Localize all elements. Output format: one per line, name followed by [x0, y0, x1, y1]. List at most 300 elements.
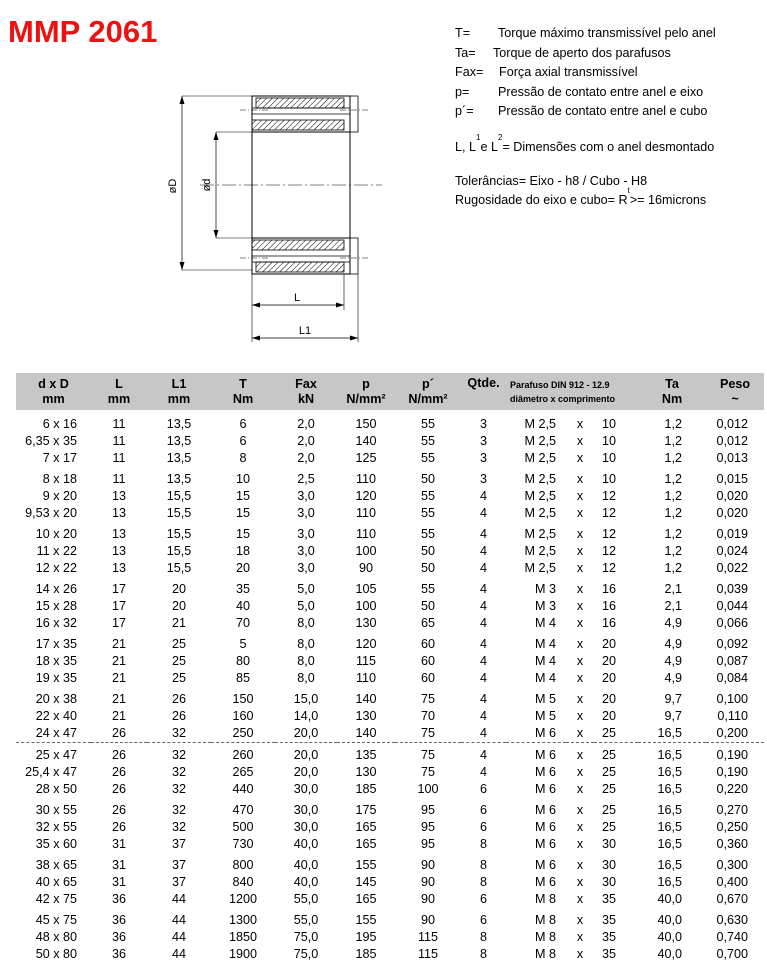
cell-p2: 60 — [420, 654, 435, 668]
cell-L1: 25 — [171, 654, 186, 668]
col-qtde: Qtde. — [467, 376, 500, 390]
cell-Fax: 75,0 — [293, 930, 319, 944]
cell-screw: M 5 — [535, 709, 556, 723]
legend-dims-sub1: 1 — [476, 132, 481, 142]
cell-p2: 75 — [420, 765, 435, 779]
cell-peso: 0,300 — [716, 858, 748, 872]
cell-L: 13 — [111, 489, 126, 503]
cell-x: x — [576, 434, 584, 448]
cell-L1: 21 — [171, 616, 186, 630]
cell-p: 195 — [355, 930, 377, 944]
cell-qtde: 4 — [479, 527, 487, 541]
cell-dxd: 15 x 28 — [35, 599, 77, 613]
cell-p2: 95 — [420, 803, 435, 817]
cell-L: 17 — [111, 616, 126, 630]
cell-T: 15 — [235, 489, 250, 503]
legend-roughness-post: >= 16microns — [629, 193, 707, 208]
table-row — [16, 836, 764, 853]
cell-L: 11 — [112, 472, 126, 486]
cell-T: 265 — [232, 765, 254, 779]
cell-p2: 55 — [420, 451, 435, 465]
cell-screw: M 6 — [535, 837, 556, 851]
cell-screw: M 8 — [535, 892, 556, 906]
cell-Fax: 20,0 — [293, 765, 319, 779]
cell-dxd: 50 x 80 — [35, 947, 77, 961]
legend-key: p= — [455, 84, 470, 99]
col-p2: p´ N/mm² — [408, 376, 448, 406]
legend-tolerances — [455, 172, 760, 192]
cell-peso: 0,066 — [716, 616, 748, 630]
cell-Ta: 4,9 — [664, 671, 682, 685]
cell-Ta: 16,5 — [657, 782, 682, 796]
legend-text: Pressão de contato entre anel e cubo — [498, 104, 708, 119]
cell-Fax: 30,0 — [293, 803, 319, 817]
cell-p2: 65 — [420, 616, 435, 630]
cell-x: x — [576, 489, 584, 503]
table-row — [16, 450, 764, 467]
cell-qtde: 4 — [479, 765, 487, 779]
cell-L1: 15,5 — [166, 506, 192, 520]
cell-dxd: 35 x 60 — [35, 837, 77, 851]
cell-dxd: 25,4 x 47 — [25, 765, 77, 779]
cell-p: 150 — [355, 417, 377, 431]
cell-len: 10 — [602, 472, 617, 486]
cell-T: 1850 — [228, 930, 258, 944]
cell-p2: 50 — [420, 544, 435, 558]
cell-dxd: 12 x 22 — [35, 561, 77, 575]
cell-Fax: 40,0 — [293, 875, 319, 889]
col-L: L mm — [107, 376, 131, 406]
cell-Ta: 16,5 — [657, 748, 682, 762]
cell-Ta: 4,9 — [664, 616, 682, 630]
table-row — [16, 819, 764, 836]
cell-dxd: 8 x 18 — [42, 472, 77, 486]
cell-x: x — [566, 725, 594, 743]
cell-Fax: 15,0 — [293, 692, 319, 706]
cell-len: 12 — [602, 527, 617, 541]
cell-Fax: 40,0 — [293, 858, 319, 872]
cell-T: 18 — [235, 544, 250, 558]
cell-peso: 0,019 — [716, 527, 748, 541]
cell-p: 140 — [355, 692, 377, 706]
cell-qtde: 4 — [479, 599, 487, 613]
cell-Ta: 1,2 — [664, 561, 682, 575]
cell-T: 10 — [235, 472, 250, 486]
cell-p2: 95 — [420, 837, 435, 851]
cell-Ta: 1,2 — [664, 434, 682, 448]
cell-p: 100 — [355, 599, 377, 613]
table-header — [16, 373, 764, 410]
table-row — [16, 632, 764, 653]
cell-Fax: 3,0 — [297, 489, 315, 503]
cell-Ta: 16,5 — [657, 820, 682, 834]
cell-screw: M 6 — [535, 765, 556, 779]
cell-L: 21 — [111, 654, 126, 668]
cell-dxd: 10 x 20 — [35, 527, 77, 541]
legend-row-Fax — [455, 63, 760, 83]
cell-qtde: 4 — [479, 654, 487, 668]
cell-peso: 0,250 — [716, 820, 748, 834]
cell-T: 35 — [235, 582, 250, 596]
cell-p2: 55 — [420, 417, 435, 431]
cell-L: 26 — [91, 725, 147, 743]
cell-p2: 55 — [420, 527, 435, 541]
cell-screw: M 4 — [535, 616, 556, 630]
cell-len: 25 — [602, 803, 617, 817]
cell-len: 35 — [602, 930, 617, 944]
cell-dxd: 11 x 22 — [36, 544, 77, 558]
cell-qtde: 6 — [479, 913, 487, 927]
cell-peso: 0,013 — [716, 451, 748, 465]
table-row — [16, 522, 764, 543]
table-row — [16, 687, 764, 708]
cell-Fax: 2,0 — [297, 451, 315, 465]
cell-L: 31 — [111, 858, 126, 872]
cell-screw: M 2,5 — [524, 544, 556, 558]
cell-L1: 13,5 — [166, 472, 192, 486]
cell-Fax: 2,0 — [297, 417, 315, 431]
cell-len: 10 — [602, 417, 617, 431]
cell-qtde: 6 — [479, 820, 487, 834]
cell-Fax: 8,0 — [297, 654, 315, 668]
cell-dxd: 14 x 26 — [35, 582, 77, 596]
cell-p2: 75 — [420, 692, 435, 706]
cell-L: 17 — [111, 599, 126, 613]
cell-L1: 13,5 — [166, 417, 192, 431]
cell-T: 730 — [232, 837, 254, 851]
cell-p: 110 — [355, 671, 377, 685]
cell-T: 800 — [232, 858, 254, 872]
cell-L: 36 — [111, 892, 126, 906]
cell-p: 90 — [358, 561, 373, 575]
cell-len: 30 — [602, 837, 617, 851]
cell-dxd: 16 x 32 — [35, 616, 77, 630]
cell-p: 130 — [355, 765, 377, 779]
cell-peso: 0,190 — [716, 748, 748, 762]
cell-dxd: 6 x 16 — [42, 417, 77, 431]
cell-x: x — [576, 544, 584, 558]
cell-p: 155 — [355, 913, 377, 927]
cell-screw: M 2,5 — [524, 527, 556, 541]
cell-p2: 50 — [420, 599, 435, 613]
cell-Fax: 3,0 — [297, 506, 315, 520]
cell-x: x — [576, 561, 584, 575]
cell-p: 105 — [355, 582, 377, 596]
cell-dxd: 32 x 55 — [35, 820, 77, 834]
cell-len: 20 — [602, 709, 617, 723]
cell-dxd: 22 x 40 — [35, 709, 77, 723]
cell-screw: M 4 — [535, 637, 556, 651]
cell-Ta: 1,2 — [664, 417, 682, 431]
cell-T: 6 — [239, 417, 247, 431]
cell-qtde: 4 — [479, 692, 487, 706]
cell-screw: M 2,5 — [524, 472, 556, 486]
cell-peso: 0,200 — [706, 725, 764, 743]
cell-screw: M 2,5 — [524, 417, 556, 431]
cell-x: x — [576, 527, 584, 541]
cell-p2: 55 — [420, 489, 435, 503]
cell-T: 85 — [235, 671, 250, 685]
legend-dims-mid: e L — [480, 139, 498, 154]
cell-L1: 15,5 — [166, 527, 192, 541]
table-row — [16, 874, 764, 891]
cell-p: 185 — [355, 947, 377, 961]
cell-len: 25 — [602, 748, 617, 762]
cell-qtde: 4 — [479, 709, 487, 723]
legend-roughness-sub: t — [627, 186, 630, 196]
cell-len: 20 — [602, 671, 617, 685]
cell-peso: 0,022 — [716, 561, 748, 575]
cell-p: 140 — [355, 434, 377, 448]
table-row — [16, 853, 764, 874]
cell-Fax: 8,0 — [297, 616, 315, 630]
cell-L1: 44 — [171, 892, 186, 906]
cell-dxd: 6,35 x 35 — [25, 434, 77, 448]
cell-p2: 115 — [417, 930, 439, 944]
cell-x: x — [576, 820, 584, 834]
cell-L: 36 — [111, 913, 126, 927]
cell-L: 21 — [111, 709, 126, 723]
cell-x: x — [576, 930, 584, 944]
cell-Ta: 16,5 — [657, 803, 682, 817]
cell-L1: 25 — [171, 671, 186, 685]
cell-L1: 32 — [171, 765, 186, 779]
cell-x: x — [576, 837, 584, 851]
cell-L1: 32 — [171, 820, 186, 834]
cell-T: 840 — [232, 875, 254, 889]
cell-Ta: 1,2 — [664, 527, 682, 541]
cell-dxd: 18 x 35 — [35, 654, 77, 668]
cell-p: 120 — [355, 489, 377, 503]
cell-qtde: 4 — [479, 582, 487, 596]
cell-qtde: 8 — [479, 837, 487, 851]
cell-qtde: 4 — [479, 748, 487, 762]
cell-dxd: 45 x 75 — [35, 913, 77, 927]
cell-x: x — [576, 765, 584, 779]
legend-roughness — [455, 186, 760, 211]
table-row — [16, 560, 764, 577]
length-L-label: L — [293, 292, 301, 304]
cell-T: 1200 — [228, 892, 258, 906]
cell-qtde: 8 — [479, 947, 487, 961]
cell-L1: 37 — [171, 837, 186, 851]
cell-qtde: 3 — [479, 472, 487, 486]
cell-Fax: 75,0 — [293, 947, 319, 961]
cell-len: 25 — [602, 820, 617, 834]
legend-dims-pre: L, L — [455, 139, 477, 154]
cell-len: 12 — [602, 544, 617, 558]
cell-dxd: 30 x 55 — [35, 803, 77, 817]
cell-len: 10 — [602, 434, 617, 448]
cell-Ta: 1,2 — [664, 506, 682, 520]
cell-screw: M 3 — [535, 599, 556, 613]
cell-Ta: 1,2 — [664, 472, 682, 486]
cell-p: 110 — [355, 506, 377, 520]
cell-screw: M 4 — [535, 671, 556, 685]
cell-T: 40 — [235, 599, 250, 613]
cell-p2: 90 — [420, 858, 435, 872]
cell-len: 12 — [602, 489, 617, 503]
cell-p2: 70 — [420, 709, 435, 723]
cell-p2: 115 — [417, 947, 439, 961]
cell-p: 155 — [355, 858, 377, 872]
cell-L: 36 — [111, 930, 126, 944]
cell-screw: M 6 — [535, 820, 556, 834]
col-dxd: d x D mm — [38, 376, 69, 406]
cell-len: 20 — [602, 654, 617, 668]
cell-len: 12 — [602, 506, 617, 520]
cell-L1: 32 — [171, 748, 186, 762]
cell-p2: 50 — [420, 472, 435, 486]
cell-T: 15 — [235, 506, 250, 520]
cell-p2: 55 — [420, 582, 435, 596]
cell-peso: 0,700 — [716, 947, 748, 961]
cell-Fax: 5,0 — [297, 599, 315, 613]
bottom-ring-section — [240, 238, 368, 274]
cell-len: 35 — [602, 913, 617, 927]
cell-len: 20 — [602, 692, 617, 706]
table-row — [16, 488, 764, 505]
legend-text: Torque de aperto dos parafusos — [493, 45, 671, 60]
table-row — [16, 946, 764, 963]
cell-Fax: 55,0 — [293, 913, 319, 927]
cell-Ta: 1,2 — [664, 544, 682, 558]
cell-p: 130 — [355, 709, 377, 723]
cell-L: 26 — [111, 820, 126, 834]
page-title: MMP 2061 — [8, 14, 158, 49]
cell-Fax: 40,0 — [293, 837, 319, 851]
cell-Ta: 4,9 — [664, 654, 682, 668]
cell-p2: 75 — [420, 748, 435, 762]
cell-x: x — [576, 654, 584, 668]
cell-peso: 0,012 — [716, 434, 748, 448]
cell-qtde: 6 — [479, 892, 487, 906]
cell-L: 17 — [111, 582, 126, 596]
cell-Ta: 16,5 — [657, 837, 682, 851]
cell-T: 8 — [239, 451, 247, 465]
cell-peso: 0,400 — [716, 875, 748, 889]
legend-roughness-pre: Rugosidade do eixo e cubo= R — [455, 193, 628, 208]
outer-diameter-label: øD — [167, 178, 179, 194]
cell-Fax: 20,0 — [293, 748, 319, 762]
cell-x: x — [576, 858, 584, 872]
cell-Ta: 9,7 — [664, 692, 682, 706]
cell-Fax: 3,0 — [297, 561, 315, 575]
cell-x: x — [576, 892, 584, 906]
cell-Fax: 3,0 — [297, 527, 315, 541]
specs-table — [16, 373, 764, 963]
table-row — [16, 764, 764, 781]
cell-Ta: 40,0 — [657, 913, 682, 927]
cell-p2: 50 — [420, 561, 435, 575]
cell-dxd: 38 x 65 — [35, 858, 77, 872]
cell-screw: M 3 — [535, 582, 556, 596]
cell-L1: 26 — [171, 709, 186, 723]
cell-qtde: 4 — [479, 506, 487, 520]
length-L1-label: L1 — [298, 325, 312, 337]
cell-Ta: 40,0 — [657, 930, 682, 944]
col-p: p N/mm² — [346, 376, 386, 406]
cell-L1: 20 — [171, 599, 186, 613]
cell-p: 110 — [355, 527, 377, 541]
cell-T: 500 — [232, 820, 254, 834]
cell-L1: 13,5 — [166, 451, 192, 465]
cell-screw: M 6 — [535, 875, 556, 889]
cell-T: 150 — [232, 692, 254, 706]
cell-x: x — [576, 709, 584, 723]
cell-Ta: 40,0 — [657, 947, 682, 961]
table-row — [16, 929, 764, 946]
cell-Ta: 1,2 — [664, 489, 682, 503]
cell-T: 5 — [239, 637, 247, 651]
cell-x: x — [576, 599, 584, 613]
cell-p: 185 — [355, 782, 377, 796]
cell-p: 145 — [355, 875, 377, 889]
cell-screw: M 5 — [535, 692, 556, 706]
cell-peso: 0,087 — [716, 654, 748, 668]
table-row — [16, 743, 764, 765]
col-T: T Nm — [232, 376, 254, 406]
cell-p2: 90 — [420, 892, 435, 906]
cell-dxd: 42 x 75 — [35, 892, 77, 906]
legend-key: Ta= — [455, 45, 476, 60]
cell-x: x — [576, 506, 584, 520]
cell-L1: 15,5 — [166, 544, 192, 558]
cell-len: 20 — [602, 637, 617, 651]
cell-p2: 90 — [420, 875, 435, 889]
cell-L1: 20 — [171, 582, 186, 596]
cell-dxd: 25 x 47 — [35, 748, 77, 762]
cell-p: 125 — [355, 451, 377, 465]
cell-Fax: 20,0 — [275, 725, 337, 743]
cell-Fax: 8,0 — [297, 637, 315, 651]
cell-L: 31 — [111, 837, 126, 851]
cell-screw: M 8 — [535, 947, 556, 961]
cell-len: 16 — [602, 599, 617, 613]
table-row — [16, 653, 764, 670]
legend-key: p´= — [455, 104, 474, 119]
cell-len: 35 — [602, 892, 617, 906]
col-peso: Peso ~ — [719, 376, 751, 406]
cell-L: 21 — [111, 692, 126, 706]
cell-L: 21 — [111, 637, 126, 651]
table-row — [16, 467, 764, 488]
cell-x: x — [576, 671, 584, 685]
cell-L: 11 — [112, 451, 126, 465]
legend-text: Força axial transmissível — [499, 65, 638, 80]
cell-L: 13 — [111, 506, 126, 520]
cell-x: x — [576, 947, 584, 961]
cell-peso: 0,670 — [716, 892, 748, 906]
cell-len: 35 — [602, 947, 617, 961]
locking-ring-cross-section — [160, 80, 390, 350]
legend-key: Fax= — [455, 65, 484, 80]
col-Ta: Ta Nm — [661, 376, 683, 406]
cell-len: 12 — [602, 561, 617, 575]
cell-screw: M 2,5 — [524, 434, 556, 448]
cell-L: 31 — [111, 875, 126, 889]
table-row — [16, 505, 764, 522]
cell-x: x — [576, 803, 584, 817]
cell-L1: 32 — [171, 803, 186, 817]
cell-T: 15 — [235, 527, 250, 541]
cell-x: x — [576, 451, 584, 465]
cell-len: 30 — [602, 875, 617, 889]
cell-p2: 55 — [420, 434, 435, 448]
table-row — [16, 543, 764, 560]
cell-Ta: 16,5 — [657, 875, 682, 889]
cell-x: x — [576, 782, 584, 796]
